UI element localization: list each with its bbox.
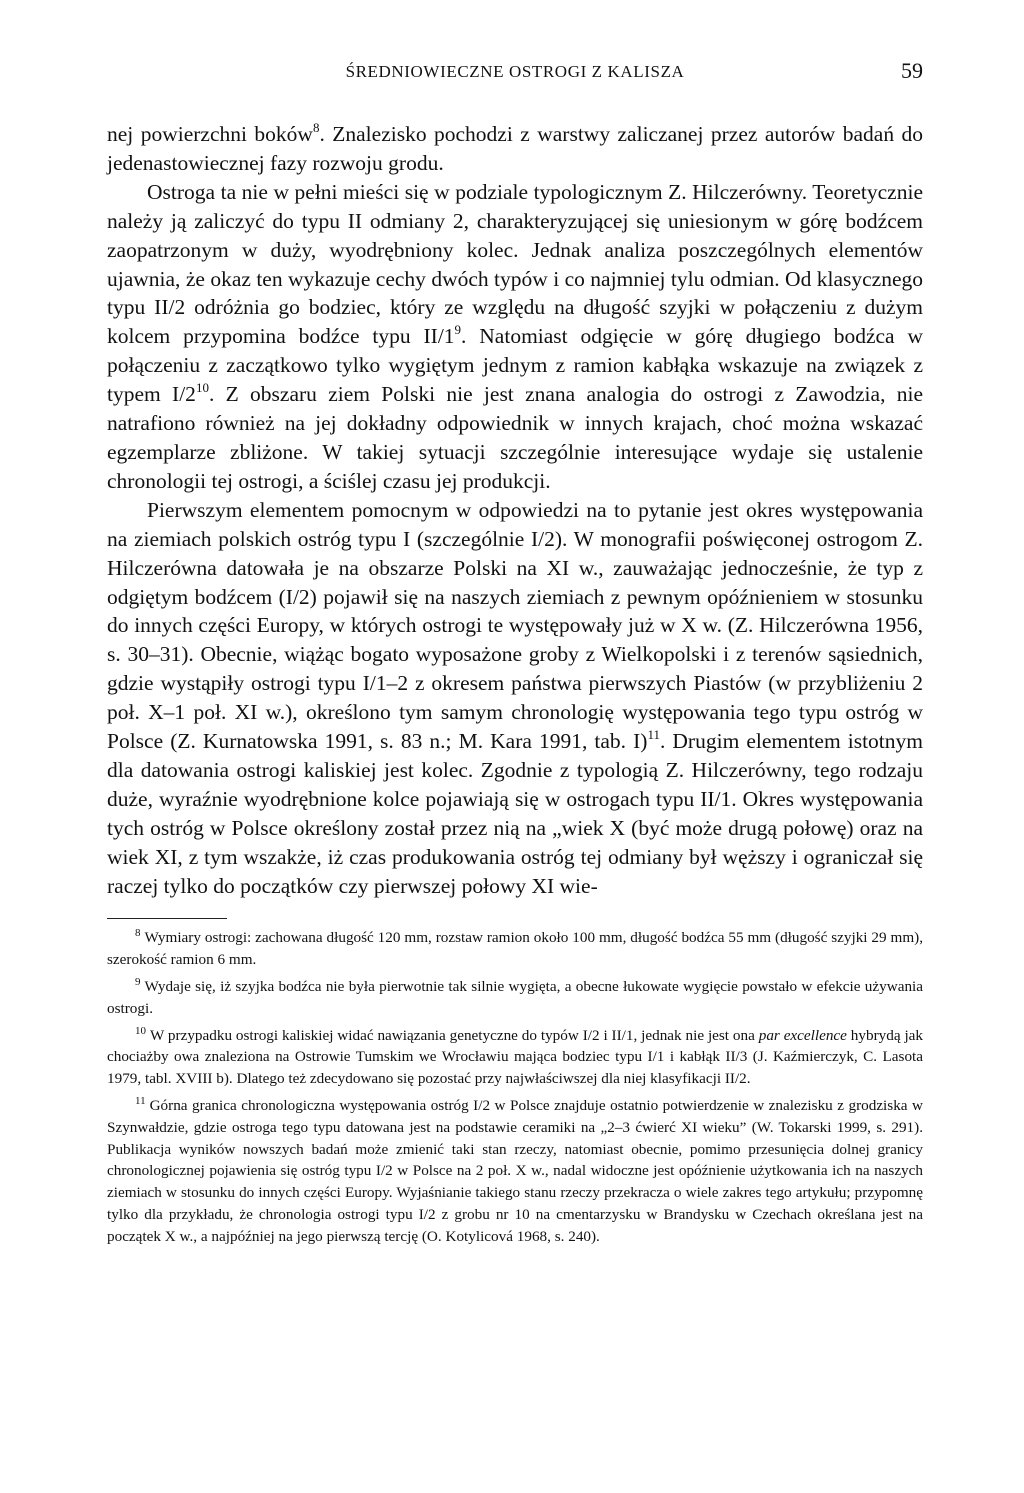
page-number: 59 [901,58,923,83]
footnote-text: hybrydą jak chociażby owa znaleziona na Ostrowie Tumskim we Wrocławiu mająca bodziec typu I/1 i kabłąk II/3 (J. Kaźmierczyk, C. Lasota 1979, tabl. XVIII b). Dlatego też zdecydowano się pozostać przy najwłaściwszej dla niej klasyfikacji II/2. [107,1026,923,1088]
paragraph-1 [107,120,923,178]
text-run: . Natomiast odgięcie w górę długiego bodźca w połączeniu z zaczątkowo tylko wygiętym jednym z ramion kabłąka wskazuje na związek z typem I/2 [107,324,923,407]
footnote-ref-10: 10 [195,380,209,396]
footnote-number: 10 [135,1024,146,1037]
paragraph-3 [107,496,923,901]
text-run: . Drugim elementem istotnym dla datowania ostrogi kaliskiej jest kolec. Zgodnie z typologią Z. Hilczerówny, tego rodzaju duże, wyraźnie wyodrębnione kolce pojawiają się w ostrogach typu II/1. Okres występowania tych ostróg w Polsce określony został przez nią na „wiek X (być może drugą połowę) oraz na wiek XI, z tym wszakże, iż czas produkowania ostróg tej odmiany był węższy i ograniczał się raczej tylko do początków czy pierwszej połowy XI wie- [107,729,923,898]
footnote-ref-11: 11 [647,727,660,743]
footnote-text: Górna granica chronologiczna występowania ostróg I/2 w Polsce znajduje ostatnio potwierdzenie w znalezisku z grodziska w Szynwałdzie, gdzie ostroga tego typu datowana jest na podstawie ceramiki na „2–3 ćwierć XI wieku” (W. Tokarski 1999, s. 291). Publikacja wyników nowszych badań może zmienić taki stan rzeczy, natomiast obecnie, pomimo przesunięcia dolnej granicy chronologicznej pojawienia się ostróg typu I/2 w Polsce na 2 poł. X w., nadal widoczne jest opóźnienie użytkowania ich na naszych ziemiach w stosunku do innych części Europy. Wyjaśnianie takiego stanu rzeczy przekracza o wiele zakres tego artykułu; przypomnę tylko dla przykładu, że chronologia ostrogi typu I/2 z grobu nr 10 na cmentarzysku w Brandysku w Czechach określana jest na początek X w., a najpóźniej na jego pierwszą tercję (O. Kotylicová 1968, s. 240). [107,1097,923,1245]
footnote-ref-8: 8 [312,120,320,135]
footnote-11 [107,1095,923,1248]
footnote-text: Wymiary ostrogi: zachowana długość 120 mm, rozstaw ramion około 100 mm, długość bodźca 55 mm (długość szyjki 29 mm), szerokość ramion 6 mm. [107,929,923,969]
paragraph-2 [107,178,923,496]
footnote-number: 11 [135,1095,146,1108]
footnote-8 [107,927,923,971]
footnote-number: 8 [135,927,141,940]
footnote-ref-9: 9 [454,322,462,338]
text-run: Pierwszym elementem pomocnym w odpowiedzi na to pytanie jest okres występowania na ziemiach polskich ostróg typu I (szczególnie I/2). W monografii poświęconej ostrogom Z. Hilczerówna datowała je na obszarze Polski na XI w., zauważając jednocześnie, że typ z odgiętym bodźcem (I/2) pojawił się na naszych ziemiach z pewnym opóźnieniem w stosunku do innych części Europy, w których ostrogi te występowały już w X w. (Z. Hilczerówna 1956, s. 30–31). Obecnie, wiążąc bogato wyposażone groby z Wielkopolski i z terenów sąsiednich, gdzie wystąpiły ostrogi typu I/1–2 z okresem państwa pierwszych Piastów (w przybliżeniu 2 poł. X–1 poł. XI w.), określono tym samym chronologię występowania tego typu ostróg w Polsce (Z. Kurnatowska 1991, s. 83 n.; M. Kara 1991, tab. I) [107,497,923,754]
text-run: . Znalezisko pochodzi z warstwy zaliczanej przez autorów badań do jedenastowiecznej fazy rozwoju grodu. [107,122,923,175]
running-header [107,58,923,92]
footnotes [107,927,923,1247]
footnote-number: 9 [135,976,141,989]
footnote-text: Wydaje się, iż szyjka bodźca nie była pierwotnie tak silnie wygięta, a obecne łukowate wygięcie powstało w efekcie używania ostrogi. [107,978,923,1017]
footnote-10 [107,1025,923,1090]
document-page [107,58,923,1253]
footnote-9 [107,976,923,1020]
text-run: nej powierzchni boków [107,122,313,146]
main-text [107,120,923,900]
text-run: . Z obszaru ziem Polski nie jest znana analogia do ostrogi z Zawodzia, nie natrafiono również na jej dokładny odpowiednik w innych krajach, choć można wskazać egzemplarze zbliżone. W takiej sytuacji szczególnie interesujące wydaje się ustalenie chronologii tej ostrogi, a ściślej czasu jej produkcji. [107,382,924,493]
text-run: Ostroga ta nie w pełni mieści się w podziale typologicznym Z. Hilczerówny. Teoretycznie należy ją zaliczyć do typu II odmiany 2, charakteryzującej się uniesionym w górę bodźcem zaopatrzonym w duży, wyodrębniony kolec. Jednak analiza poszczególnych elementów ujawnia, że okaz ten wykazuje cechy dwóch typów i co najmniej tylu odmian. Od klasycznego typu II/2 odróżnia go bodziec, który ze względu na długość szyjki w połączeniu z dużym kolcem przypomina bodźce typu II/1 [107,179,923,349]
footnote-italic-text: par excellence [758,1026,847,1044]
footnote-text: W przypadku ostrogi kaliskiej widać nawiązania genetyczne do typów I/2 i II/1, jednak nie jest ona [150,1026,759,1044]
footnote-separator [107,918,227,919]
running-title: ŚREDNIOWIECZNE OSTROGI Z KALISZA [345,62,685,81]
